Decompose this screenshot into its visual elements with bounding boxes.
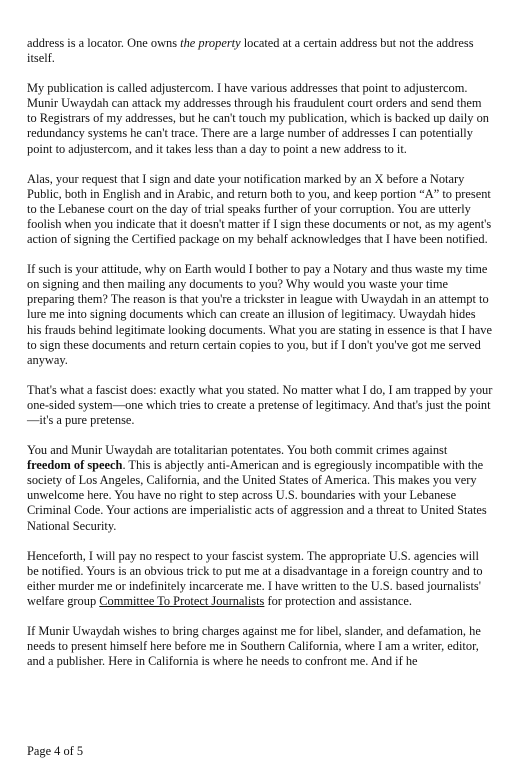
committee-to-protect-journalists-link[interactable]: Committee To Protect Journalists bbox=[99, 593, 265, 608]
paragraph-1-text-a: address is a locator. One owns bbox=[27, 36, 181, 50]
paragraph-6-text-c: . This is abjectly anti-American and is egregiously incompatible with the society of Los Angeles, California, and the United States of America. This makes you very unwelcome here. You have no right to step across U.S. boundaries with your Lebanese Criminal Code. Your actions are imperialistic acts of aggression and a threat to United States National Security. bbox=[27, 458, 487, 533]
paragraph-3: Alas, your request that I sign and date your notification marked by an X before a Notary Public, both in English and in Arabic, and return both to you, and keep portion “A” to present to the Lebanese court on the day of trial speaks further of your corruption. You are utterly foolish when you indicate that it doesn't matter if I sign these documents or not, as my agent's action of signing the Certified package on my behalf acknowledges that I have been notified. bbox=[27, 171, 492, 247]
paragraph-7-text-a: Henceforth, I will pay no respect to your fascist system. The appropriate U.S. agencies will be notified. Yours is an obvious trick to put me at a disadvantage in a foreign country and to either murder me or indefinitely incarcerate me. I have written to the U.S. based journalists' welfare group bbox=[27, 548, 483, 608]
paragraph-6-text-a: You and Munir Uwaydah are totalitarian potentates. You both commit crimes against bbox=[27, 443, 448, 458]
page-number-footer: Page 4 of 5 bbox=[27, 744, 84, 758]
paragraph-5: That's what a fascist does: exactly what you stated. No matter what I do, I am trapped by your one-sided system—one which tries to create a pretense of legitimacy. And that's just the point—it's a pure pretense. bbox=[27, 382, 493, 427]
paragraph-6 bbox=[27, 443, 493, 534]
paragraph-4: If such is your attitude, why on Earth would I bother to pay a Notary and thus waste my time on signing and then mailing any documents to you? Why would you waste your time preparing them? The reason is that you're a trickster in league with Uwaydah in an attempt to lure me into signing documents which can create an illusion of legitimacy. Uwaydah hides his frauds behind legitimate looking documents. What you are stating in essence is that I have to sign these documents and return certain copies to you, but if I don't you've got me served anyway. bbox=[27, 262, 492, 367]
bold-freedom-of-speech: freedom of speech bbox=[27, 458, 123, 473]
paragraph-1-text-c: located at a certain address but not the address itself. bbox=[27, 36, 474, 66]
paragraph-1 bbox=[27, 36, 493, 66]
paragraph-2: My publication is called adjustercom. I have various addresses that point to adjustercom. Munir Uwaydah can attack my addresses through his fraudulent court orders and send them to Registrars of my addresses, but he can't touch my publication, which is backed up daily on redundancy systems he can't trace. There are a large number of addresses I can potentially point to adjustercom, and it takes less than a day to point a new address to it. bbox=[27, 81, 489, 156]
paragraph-8: If Munir Uwaydah wishes to bring charges against me for libel, slander, and defamation, he needs to present himself here before me in Southern California, where I am a writer, editor, and a publisher. Here in California is where he needs to confront me. And if he bbox=[27, 624, 481, 669]
paragraph-7-text-c: for protection and assistance. bbox=[264, 593, 412, 608]
paragraph-7 bbox=[27, 549, 493, 609]
emphasis-the-property: the property bbox=[180, 36, 241, 50]
